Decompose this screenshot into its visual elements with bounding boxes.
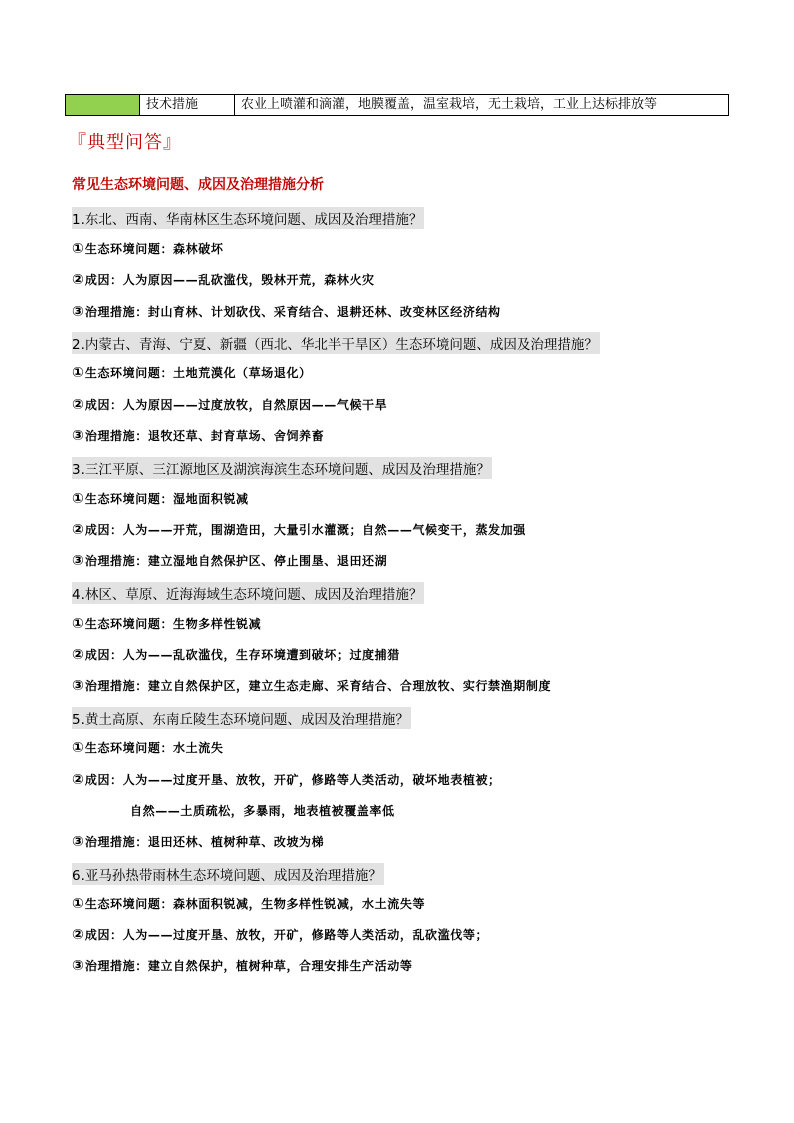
answer-number: ① <box>72 616 84 632</box>
question-5: 5.黄土高原、东南丘陵生态环境问题、成因及治理措施？ <box>72 707 411 729</box>
answer-text: 成因：人为原因——过度放牧，自然原因——气候干旱 <box>84 398 388 412</box>
answer-number: ② <box>72 522 84 538</box>
answer-text: 自然——土质疏松，多暴雨，地表植被覆盖率低 <box>130 804 395 818</box>
answer-number: ③ <box>72 428 84 444</box>
answer-text: 成因：人为——开荒，围湖造田，大量引水灌溉；自然——气候变干，蒸发加强 <box>84 523 526 537</box>
answer-text: 生态环境问题：生物多样性锐减 <box>84 617 262 631</box>
answer-number: ② <box>72 397 84 413</box>
answer-text: 成因：人为原因——乱砍滥伐，毁林开荒，森林火灾 <box>84 273 375 287</box>
answer-5-2-continued <box>130 802 395 819</box>
question-6: 6.亚马孙热带雨林生态环境问题、成因及治理措施？ <box>72 863 384 885</box>
answer-6-3 <box>72 957 412 974</box>
answer-3-2 <box>72 521 526 538</box>
answer-3-3 <box>72 552 387 569</box>
measures-table-row <box>65 94 729 116</box>
answer-3-1 <box>72 490 249 507</box>
answer-6-2 <box>72 926 488 943</box>
answer-2-1 <box>72 364 312 381</box>
answer-number: ③ <box>72 678 84 694</box>
answer-text: 生态环境问题：水土流失 <box>84 741 224 755</box>
answer-text: 治理措施：退牧还草、封育草场、舍饲养畜 <box>84 429 325 443</box>
table-cell-category <box>66 95 140 115</box>
answer-4-2 <box>72 646 400 663</box>
section-title: 『典型问答』 <box>68 132 182 153</box>
answer-number: ③ <box>72 304 84 320</box>
answer-number: ② <box>72 772 84 788</box>
answer-number: ① <box>72 365 84 381</box>
answer-text: 治理措施：退田还林、植树种草、改坡为梯 <box>84 835 325 849</box>
answer-5-2 <box>72 771 501 788</box>
answer-text: 治理措施：封山育林、计划砍伐、采育结合、退耕还林、改变林区经济结构 <box>84 305 501 319</box>
answer-text: 成因：人为——乱砍滥伐，生存环境遭到破坏；过度捕猎 <box>84 648 400 662</box>
answer-text: 生态环境问题：森林面积锐减，生物多样性锐减，水土流失等 <box>84 897 426 911</box>
answer-text: 生态环境问题：湿地面积锐减 <box>84 492 249 506</box>
answer-6-1 <box>72 895 425 912</box>
answer-text: 成因：人为——过度开垦、放牧，开矿，修路等人类活动，破坏地表植被； <box>84 773 501 787</box>
answer-number: ① <box>72 740 84 756</box>
table-cell-measure-type: 技术措施 <box>140 95 235 115</box>
answer-4-1 <box>72 615 261 632</box>
answer-4-3 <box>72 677 551 694</box>
answer-number: ① <box>72 896 84 912</box>
subtitle: 常见生态环境问题、成因及治理措施分析 <box>72 177 324 193</box>
answer-number: ② <box>72 647 84 663</box>
question-3: 3.三江平原、三江源地区及湖滨海滨生态环境问题、成因及治理措施？ <box>72 457 492 479</box>
answer-text: 生态环境问题：土地荒漠化（草场退化） <box>84 366 312 380</box>
answer-text: 生态环境问题：森林破坏 <box>84 242 224 256</box>
answer-text: 成因：人为——过度开垦、放牧，开矿，修路等人类活动，乱砍滥伐等； <box>84 928 489 942</box>
answer-text: 治理措施：建立湿地自然保护区、停止围垦、退田还湖 <box>84 554 388 568</box>
answer-number: ① <box>72 241 84 257</box>
answer-number: ② <box>72 927 84 943</box>
answer-text: 治理措施：建立自然保护，植树种草，合理安排生产活动等 <box>84 959 413 973</box>
table-cell-measure-detail: 农业上喷灌和滴灌，地膜覆盖，温室栽培，无土栽培，工业上达标排放等 <box>241 97 658 112</box>
answer-2-2 <box>72 396 387 413</box>
answer-5-3 <box>72 833 324 850</box>
answer-number: ③ <box>72 834 84 850</box>
answer-text: 治理措施：建立自然保护区，建立生态走廊、采育结合、合理放牧、实行禁渔期制度 <box>84 679 552 693</box>
question-2: 2.内蒙古、青海、宁夏、新疆（西北、华北半干旱区）生态环境问题、成因及治理措施？ <box>72 332 600 354</box>
question-1: 1.东北、西南、华南林区生态环境问题、成因及治理措施？ <box>72 207 424 229</box>
answer-2-3 <box>72 427 324 444</box>
answer-1-1 <box>72 240 223 257</box>
answer-1-2 <box>72 271 375 288</box>
answer-number: ① <box>72 491 84 507</box>
answer-5-1 <box>72 739 223 756</box>
answer-number: ② <box>72 272 84 288</box>
answer-number: ③ <box>72 553 84 569</box>
answer-number: ③ <box>72 958 84 974</box>
answer-1-3 <box>72 303 501 320</box>
question-4: 4.林区、草原、近海海域生态环境问题、成因及治理措施？ <box>72 582 424 604</box>
